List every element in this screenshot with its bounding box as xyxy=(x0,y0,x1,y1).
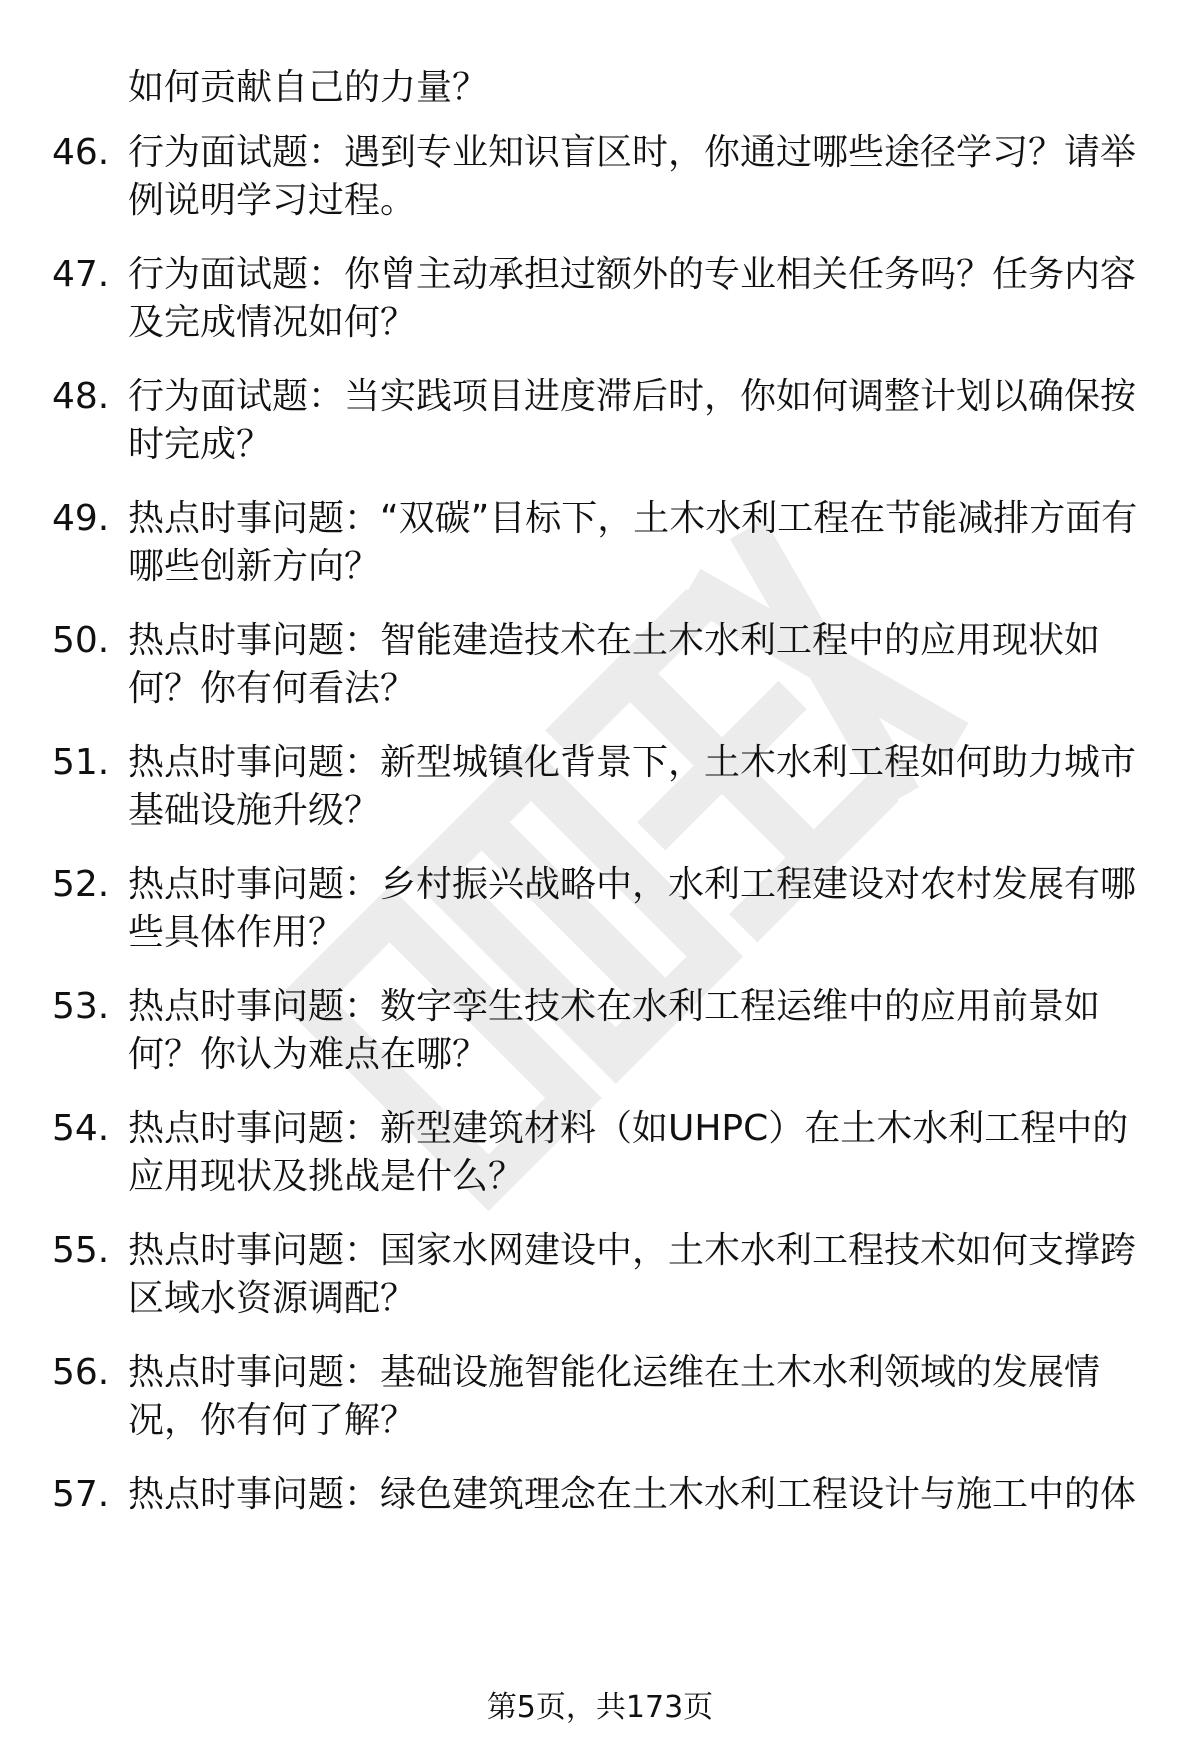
item-text: 行为面试题：当实践项目进度滞后时，你如何调整计划以确保按时完成？ xyxy=(128,376,1137,465)
item-text: 热点时事问题：乡村振兴战略中，水利工程建设对农村发展有哪些具体作用？ xyxy=(128,864,1137,953)
item-number: 53. xyxy=(52,986,110,1027)
list-item xyxy=(52,1471,1162,1567)
page-footer: 第5页，共173页 xyxy=(486,1690,714,1725)
item-text: 行为面试题：遇到专业知识盲区时，你通过哪些途径学习？请举例说明学习过程。 xyxy=(128,132,1137,221)
item-text: 热点时事问题：“双碳”目标下，土木水利工程在节能减排方面有哪些创新方向？ xyxy=(128,498,1138,587)
list-item xyxy=(52,495,1162,591)
list-item xyxy=(52,373,1162,469)
list-item xyxy=(52,1227,1162,1323)
item-number: 57. xyxy=(52,1474,110,1515)
item-number: 51. xyxy=(52,742,110,783)
item-number: 54. xyxy=(52,1108,110,1149)
item-number: 55. xyxy=(52,1230,110,1271)
item-number: 47. xyxy=(52,254,110,295)
item-text: 热点时事问题：智能建造技术在土木水利工程中的应用现状如何？你有何看法？ xyxy=(128,620,1101,709)
item-text: 热点时事问题：基础设施智能化运维在土木水利领域的发展情况，你有何了解？ xyxy=(128,1352,1101,1441)
list-item xyxy=(52,617,1162,713)
list-item xyxy=(52,861,1162,957)
item-text: 热点时事问题：绿色建筑理念在土木水利工程设计与施工中的体 xyxy=(128,1474,1137,1515)
list-item xyxy=(52,129,1162,225)
continued-text: 如何贡献自己的力量？ xyxy=(128,67,489,108)
item-number: 52. xyxy=(52,864,110,905)
list-item xyxy=(52,1349,1162,1445)
item-number: 50. xyxy=(52,620,110,661)
item-text: 热点时事问题：新型建筑材料（如UHPC）在土木水利工程中的应用现状及挑战是什么？ xyxy=(128,1108,1129,1197)
item-number: 48. xyxy=(52,376,110,417)
list-item xyxy=(52,983,1162,1079)
item-text: 行为面试题：你曾主动承担过额外的专业相关任务吗？任务内容及完成情况如何？ xyxy=(128,254,1137,343)
item-text: 热点时事问题：数字孪生技术在水利工程运维中的应用前景如何？你认为难点在哪？ xyxy=(128,986,1101,1075)
item-text: 热点时事问题：新型城镇化背景下，土木水利工程如何助力城市基础设施升级？ xyxy=(128,742,1137,831)
item-number: 49. xyxy=(52,498,110,539)
item-number: 46. xyxy=(52,132,110,173)
list-item xyxy=(52,739,1162,835)
item-text: 热点时事问题：国家水网建设中，土木水利工程技术如何支撑跨区域水资源调配？ xyxy=(128,1230,1137,1319)
list-item xyxy=(52,251,1162,347)
list-item xyxy=(52,1105,1162,1201)
item-number: 56. xyxy=(52,1352,110,1393)
